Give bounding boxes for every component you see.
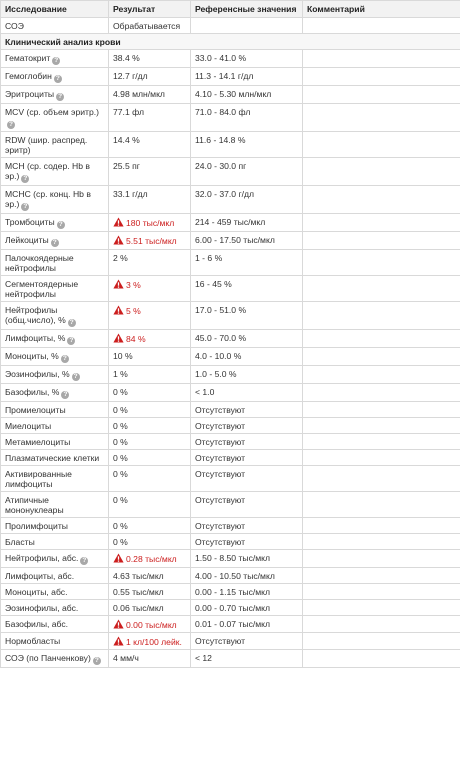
test-reference: Отсутствуют <box>191 402 303 418</box>
test-name: СОЭ <box>1 18 109 34</box>
test-result <box>109 568 191 584</box>
test-name <box>1 302 109 330</box>
test-comment <box>303 214 460 232</box>
test-reference: 214 - 459 тыс/мкл <box>191 214 303 232</box>
test-reference: Отсутствуют <box>191 492 303 518</box>
test-comment <box>303 600 460 616</box>
test-name-label: Нормобласты <box>5 636 61 646</box>
test-reference: Отсутствуют <box>191 633 303 650</box>
test-reference <box>191 18 303 34</box>
test-comment <box>303 50 460 68</box>
test-result <box>109 402 191 418</box>
test-name <box>1 450 109 466</box>
test-comment <box>303 584 460 600</box>
test-name-label: MCV (ср. объем эритр.) <box>5 107 99 117</box>
test-name-label: MCH (ср. содер. Hb в эр.) <box>5 161 90 181</box>
test-comment <box>303 132 460 158</box>
test-result-value: 14.4 % <box>113 135 140 145</box>
test-result <box>109 68 191 86</box>
test-result-value: 33.1 г/дл <box>113 189 148 199</box>
test-result-value: 0.00 тыс/мкл <box>126 620 177 630</box>
test-reference: 24.0 - 30.0 пг <box>191 158 303 186</box>
table-row <box>1 518 460 534</box>
test-name <box>1 330 109 348</box>
test-reference: 4.10 - 5.30 млн/мкл <box>191 86 303 104</box>
table-row <box>1 250 460 276</box>
test-comment <box>303 466 460 492</box>
section-title: Клинический анализ крови <box>1 34 460 50</box>
test-name-label: Нейтрофилы, абс. <box>5 553 79 563</box>
table-row <box>1 402 460 418</box>
test-comment <box>303 250 460 276</box>
test-name <box>1 132 109 158</box>
test-name <box>1 633 109 650</box>
table-row <box>1 232 460 250</box>
test-reference: 4.00 - 10.50 тыс/мкл <box>191 568 303 584</box>
table-row <box>1 550 460 568</box>
test-name <box>1 250 109 276</box>
table-row <box>1 158 460 186</box>
test-name-label: Лимфоциты, % <box>5 333 66 343</box>
table-row <box>1 86 460 104</box>
test-reference: 6.00 - 17.50 тыс/мкл <box>191 232 303 250</box>
test-name <box>1 568 109 584</box>
test-name <box>1 434 109 450</box>
test-reference: 11.6 - 14.8 % <box>191 132 303 158</box>
question-circle-icon[interactable]: ? <box>21 203 29 211</box>
test-comment <box>303 330 460 348</box>
test-result <box>109 302 191 330</box>
table-row <box>1 568 460 584</box>
warning-triangle-icon <box>113 279 124 289</box>
test-name-label: Бласты <box>5 537 35 547</box>
test-result <box>109 158 191 186</box>
warning-triangle-icon <box>113 553 124 563</box>
test-result <box>109 418 191 434</box>
test-reference: 11.3 - 14.1 г/дл <box>191 68 303 86</box>
test-result <box>109 330 191 348</box>
test-result <box>109 50 191 68</box>
test-comment <box>303 348 460 366</box>
test-result <box>109 86 191 104</box>
table-row <box>1 186 460 214</box>
table-row <box>1 450 460 466</box>
test-result <box>109 584 191 600</box>
test-name-label: Плазматические клетки <box>5 453 100 463</box>
question-circle-icon[interactable]: ? <box>80 557 88 565</box>
question-circle-icon[interactable]: ? <box>93 657 101 665</box>
table-row <box>1 348 460 366</box>
test-comment <box>303 302 460 330</box>
table-row <box>1 366 460 384</box>
test-result <box>109 104 191 132</box>
table-row <box>1 633 460 650</box>
test-name-label: Гематокрит <box>5 53 51 63</box>
test-result-value: 0 % <box>113 495 128 505</box>
test-reference: 1 - 6 % <box>191 250 303 276</box>
test-result-value: 5.51 тыс/мкл <box>126 236 177 246</box>
test-name-label: Миелоциты <box>5 421 52 431</box>
test-result <box>109 214 191 232</box>
test-name-label: Лимфоциты, абс. <box>5 571 75 581</box>
test-name-label: Сегментоядерные нейтрофилы <box>5 279 79 299</box>
table-row <box>1 650 460 668</box>
test-name <box>1 518 109 534</box>
column-header-comment: Комментарий <box>303 1 460 18</box>
test-name <box>1 418 109 434</box>
table-row <box>1 68 460 86</box>
test-comment <box>303 650 460 668</box>
table-row-soe <box>1 18 460 34</box>
test-result <box>109 650 191 668</box>
test-comment <box>303 402 460 418</box>
question-circle-icon[interactable]: ? <box>21 175 29 183</box>
test-name <box>1 186 109 214</box>
test-result <box>109 348 191 366</box>
table-row <box>1 466 460 492</box>
test-result-value: 1 % <box>113 369 128 379</box>
test-result-value: 2 % <box>113 253 128 263</box>
table-row <box>1 534 460 550</box>
test-reference: 0.00 - 0.70 тыс/мкл <box>191 600 303 616</box>
test-comment <box>303 104 460 132</box>
test-name <box>1 86 109 104</box>
test-result: Обрабатывается <box>109 18 191 34</box>
test-name-label: Гемоглобин <box>5 71 52 81</box>
test-name-label: Базофилы, % <box>5 387 60 397</box>
question-circle-icon[interactable]: ? <box>68 319 76 327</box>
test-name <box>1 348 109 366</box>
test-comment <box>303 492 460 518</box>
test-result-value: 84 % <box>126 334 146 344</box>
test-name-label: Активированные лимфоциты <box>5 469 72 489</box>
test-name-label: Моноциты, абс. <box>5 587 68 597</box>
test-reference: 71.0 - 84.0 фл <box>191 104 303 132</box>
test-result <box>109 366 191 384</box>
test-name <box>1 650 109 668</box>
table-header-row <box>1 1 460 18</box>
test-name-label: Палочкоядерные нейтрофилы <box>5 253 74 273</box>
test-name <box>1 384 109 402</box>
table-row <box>1 418 460 434</box>
test-name-label: Лейкоциты <box>5 235 49 245</box>
test-comment <box>303 384 460 402</box>
test-reference: 0.00 - 1.15 тыс/мкл <box>191 584 303 600</box>
test-name <box>1 550 109 568</box>
table-row <box>1 492 460 518</box>
test-comment <box>303 518 460 534</box>
test-reference: 32.0 - 37.0 г/дл <box>191 186 303 214</box>
test-result <box>109 384 191 402</box>
table-row <box>1 276 460 302</box>
test-result <box>109 518 191 534</box>
test-comment <box>303 568 460 584</box>
column-header-reference: Референсные значения <box>191 1 303 18</box>
test-comment <box>303 68 460 86</box>
table-row <box>1 104 460 132</box>
test-name-label: Эозинофилы, абс. <box>5 603 79 613</box>
test-result <box>109 232 191 250</box>
test-result <box>109 132 191 158</box>
test-result <box>109 550 191 568</box>
test-name-label: Пролимфоциты <box>5 521 68 531</box>
question-circle-icon[interactable]: ? <box>51 239 59 247</box>
warning-triangle-icon <box>113 619 124 629</box>
test-comment <box>303 434 460 450</box>
question-circle-icon[interactable]: ? <box>54 75 62 83</box>
test-result-value: 4.63 тыс/мкл <box>113 571 164 581</box>
test-result-value: 0 % <box>113 537 128 547</box>
test-name-label: Промиелоциты <box>5 405 66 415</box>
test-result-value: 0 % <box>113 437 128 447</box>
test-reference: 17.0 - 51.0 % <box>191 302 303 330</box>
test-name-label: Эритроциты <box>5 89 55 99</box>
test-reference: < 1.0 <box>191 384 303 402</box>
test-reference: 33.0 - 41.0 % <box>191 50 303 68</box>
test-reference: Отсутствуют <box>191 418 303 434</box>
test-name-label: Моноциты, % <box>5 351 59 361</box>
test-comment <box>303 450 460 466</box>
test-reference: Отсутствуют <box>191 466 303 492</box>
test-name <box>1 276 109 302</box>
test-comment <box>303 418 460 434</box>
warning-triangle-icon <box>113 333 124 343</box>
test-result-value: 1 кл/100 лейк. <box>126 637 182 647</box>
test-reference: Отсутствуют <box>191 450 303 466</box>
table-row <box>1 214 460 232</box>
test-result-value: 0 % <box>113 469 128 479</box>
test-result-value: 38.4 % <box>113 53 140 63</box>
test-result-value: 25.5 пг <box>113 161 140 171</box>
test-name-label: Метамиелоциты <box>5 437 71 447</box>
test-result-value: 12.7 г/дл <box>113 71 148 81</box>
test-result-value: 0 % <box>113 421 128 431</box>
test-result-value: 0 % <box>113 521 128 531</box>
test-name <box>1 232 109 250</box>
test-result <box>109 450 191 466</box>
test-name-label: Нейтрофилы (общ.число), % <box>5 305 66 325</box>
test-name <box>1 402 109 418</box>
test-result <box>109 466 191 492</box>
test-result-value: 0 % <box>113 453 128 463</box>
test-name <box>1 534 109 550</box>
test-result-value: 0 % <box>113 387 128 397</box>
question-circle-icon[interactable]: ? <box>56 93 64 101</box>
warning-triangle-icon <box>113 305 124 315</box>
test-comment <box>303 276 460 302</box>
test-name <box>1 466 109 492</box>
test-reference: Отсутствуют <box>191 518 303 534</box>
test-name-label: MCHC (ср. конц. Hb в эр.) <box>5 189 91 209</box>
test-result-value: 0.28 тыс/мкл <box>126 554 177 564</box>
test-comment <box>303 186 460 214</box>
test-comment <box>303 616 460 633</box>
test-name <box>1 158 109 186</box>
test-result <box>109 633 191 650</box>
question-circle-icon[interactable]: ? <box>57 221 65 229</box>
question-circle-icon[interactable]: ? <box>52 57 60 65</box>
test-comment <box>303 633 460 650</box>
test-result-value: 0 % <box>113 405 128 415</box>
test-result-value: 4 мм/ч <box>113 653 139 663</box>
test-comment <box>303 86 460 104</box>
test-name <box>1 366 109 384</box>
test-name <box>1 214 109 232</box>
test-name <box>1 616 109 633</box>
table-row <box>1 330 460 348</box>
test-comment <box>303 232 460 250</box>
test-reference: 1.0 - 5.0 % <box>191 366 303 384</box>
test-comment <box>303 158 460 186</box>
test-comment <box>303 366 460 384</box>
test-result-value: 180 тыс/мкл <box>126 218 175 228</box>
test-name <box>1 584 109 600</box>
table-row <box>1 434 460 450</box>
column-header-result: Результат <box>109 1 191 18</box>
test-result-value: 5 % <box>126 306 141 316</box>
column-header-test: Исследование <box>1 1 109 18</box>
test-result-value: 0.55 тыс/мкл <box>113 587 164 597</box>
test-reference: 1.50 - 8.50 тыс/мкл <box>191 550 303 568</box>
table-row <box>1 132 460 158</box>
question-circle-icon[interactable]: ? <box>61 355 69 363</box>
test-result <box>109 534 191 550</box>
warning-triangle-icon <box>113 235 124 245</box>
test-result-value: 4.98 млн/мкл <box>113 89 165 99</box>
test-name <box>1 68 109 86</box>
test-result-value: 77.1 фл <box>113 107 145 117</box>
table-row <box>1 600 460 616</box>
test-name-label: Базофилы, абс. <box>5 619 69 629</box>
warning-triangle-icon <box>113 217 124 227</box>
test-name-label: Тромбоциты <box>5 217 55 227</box>
test-reference: 16 - 45 % <box>191 276 303 302</box>
question-circle-icon[interactable]: ? <box>61 391 69 399</box>
test-name <box>1 600 109 616</box>
test-reference: 45.0 - 70.0 % <box>191 330 303 348</box>
question-circle-icon[interactable]: ? <box>72 373 80 381</box>
test-result <box>109 600 191 616</box>
test-reference: < 12 <box>191 650 303 668</box>
test-result <box>109 250 191 276</box>
test-result-value: 3 % <box>126 280 141 290</box>
test-result <box>109 434 191 450</box>
table-row <box>1 616 460 633</box>
test-name-label: Атипичные мононуклеары <box>5 495 64 515</box>
question-circle-icon[interactable]: ? <box>7 121 15 129</box>
table-row <box>1 302 460 330</box>
test-name <box>1 492 109 518</box>
test-reference: 0.01 - 0.07 тыс/мкл <box>191 616 303 633</box>
test-comment <box>303 18 460 34</box>
test-result <box>109 616 191 633</box>
test-comment <box>303 550 460 568</box>
test-result <box>109 186 191 214</box>
test-name-label: СОЭ (по Панченкову) <box>5 653 91 663</box>
test-result <box>109 276 191 302</box>
test-name-label: Эозинофилы, % <box>5 369 70 379</box>
table-row <box>1 50 460 68</box>
test-result <box>109 492 191 518</box>
section-header-row <box>1 34 460 50</box>
question-circle-icon[interactable]: ? <box>67 337 75 345</box>
table-row <box>1 384 460 402</box>
test-comment <box>303 534 460 550</box>
warning-triangle-icon <box>113 636 124 646</box>
test-result-value: 0.06 тыс/мкл <box>113 603 164 613</box>
test-reference: Отсутствуют <box>191 534 303 550</box>
test-name <box>1 50 109 68</box>
test-name-label: RDW (шир. распред. эритр) <box>5 135 88 155</box>
table-row <box>1 584 460 600</box>
test-reference: Отсутствуют <box>191 434 303 450</box>
test-result-value: 10 % <box>113 351 133 361</box>
test-reference: 4.0 - 10.0 % <box>191 348 303 366</box>
test-name <box>1 104 109 132</box>
